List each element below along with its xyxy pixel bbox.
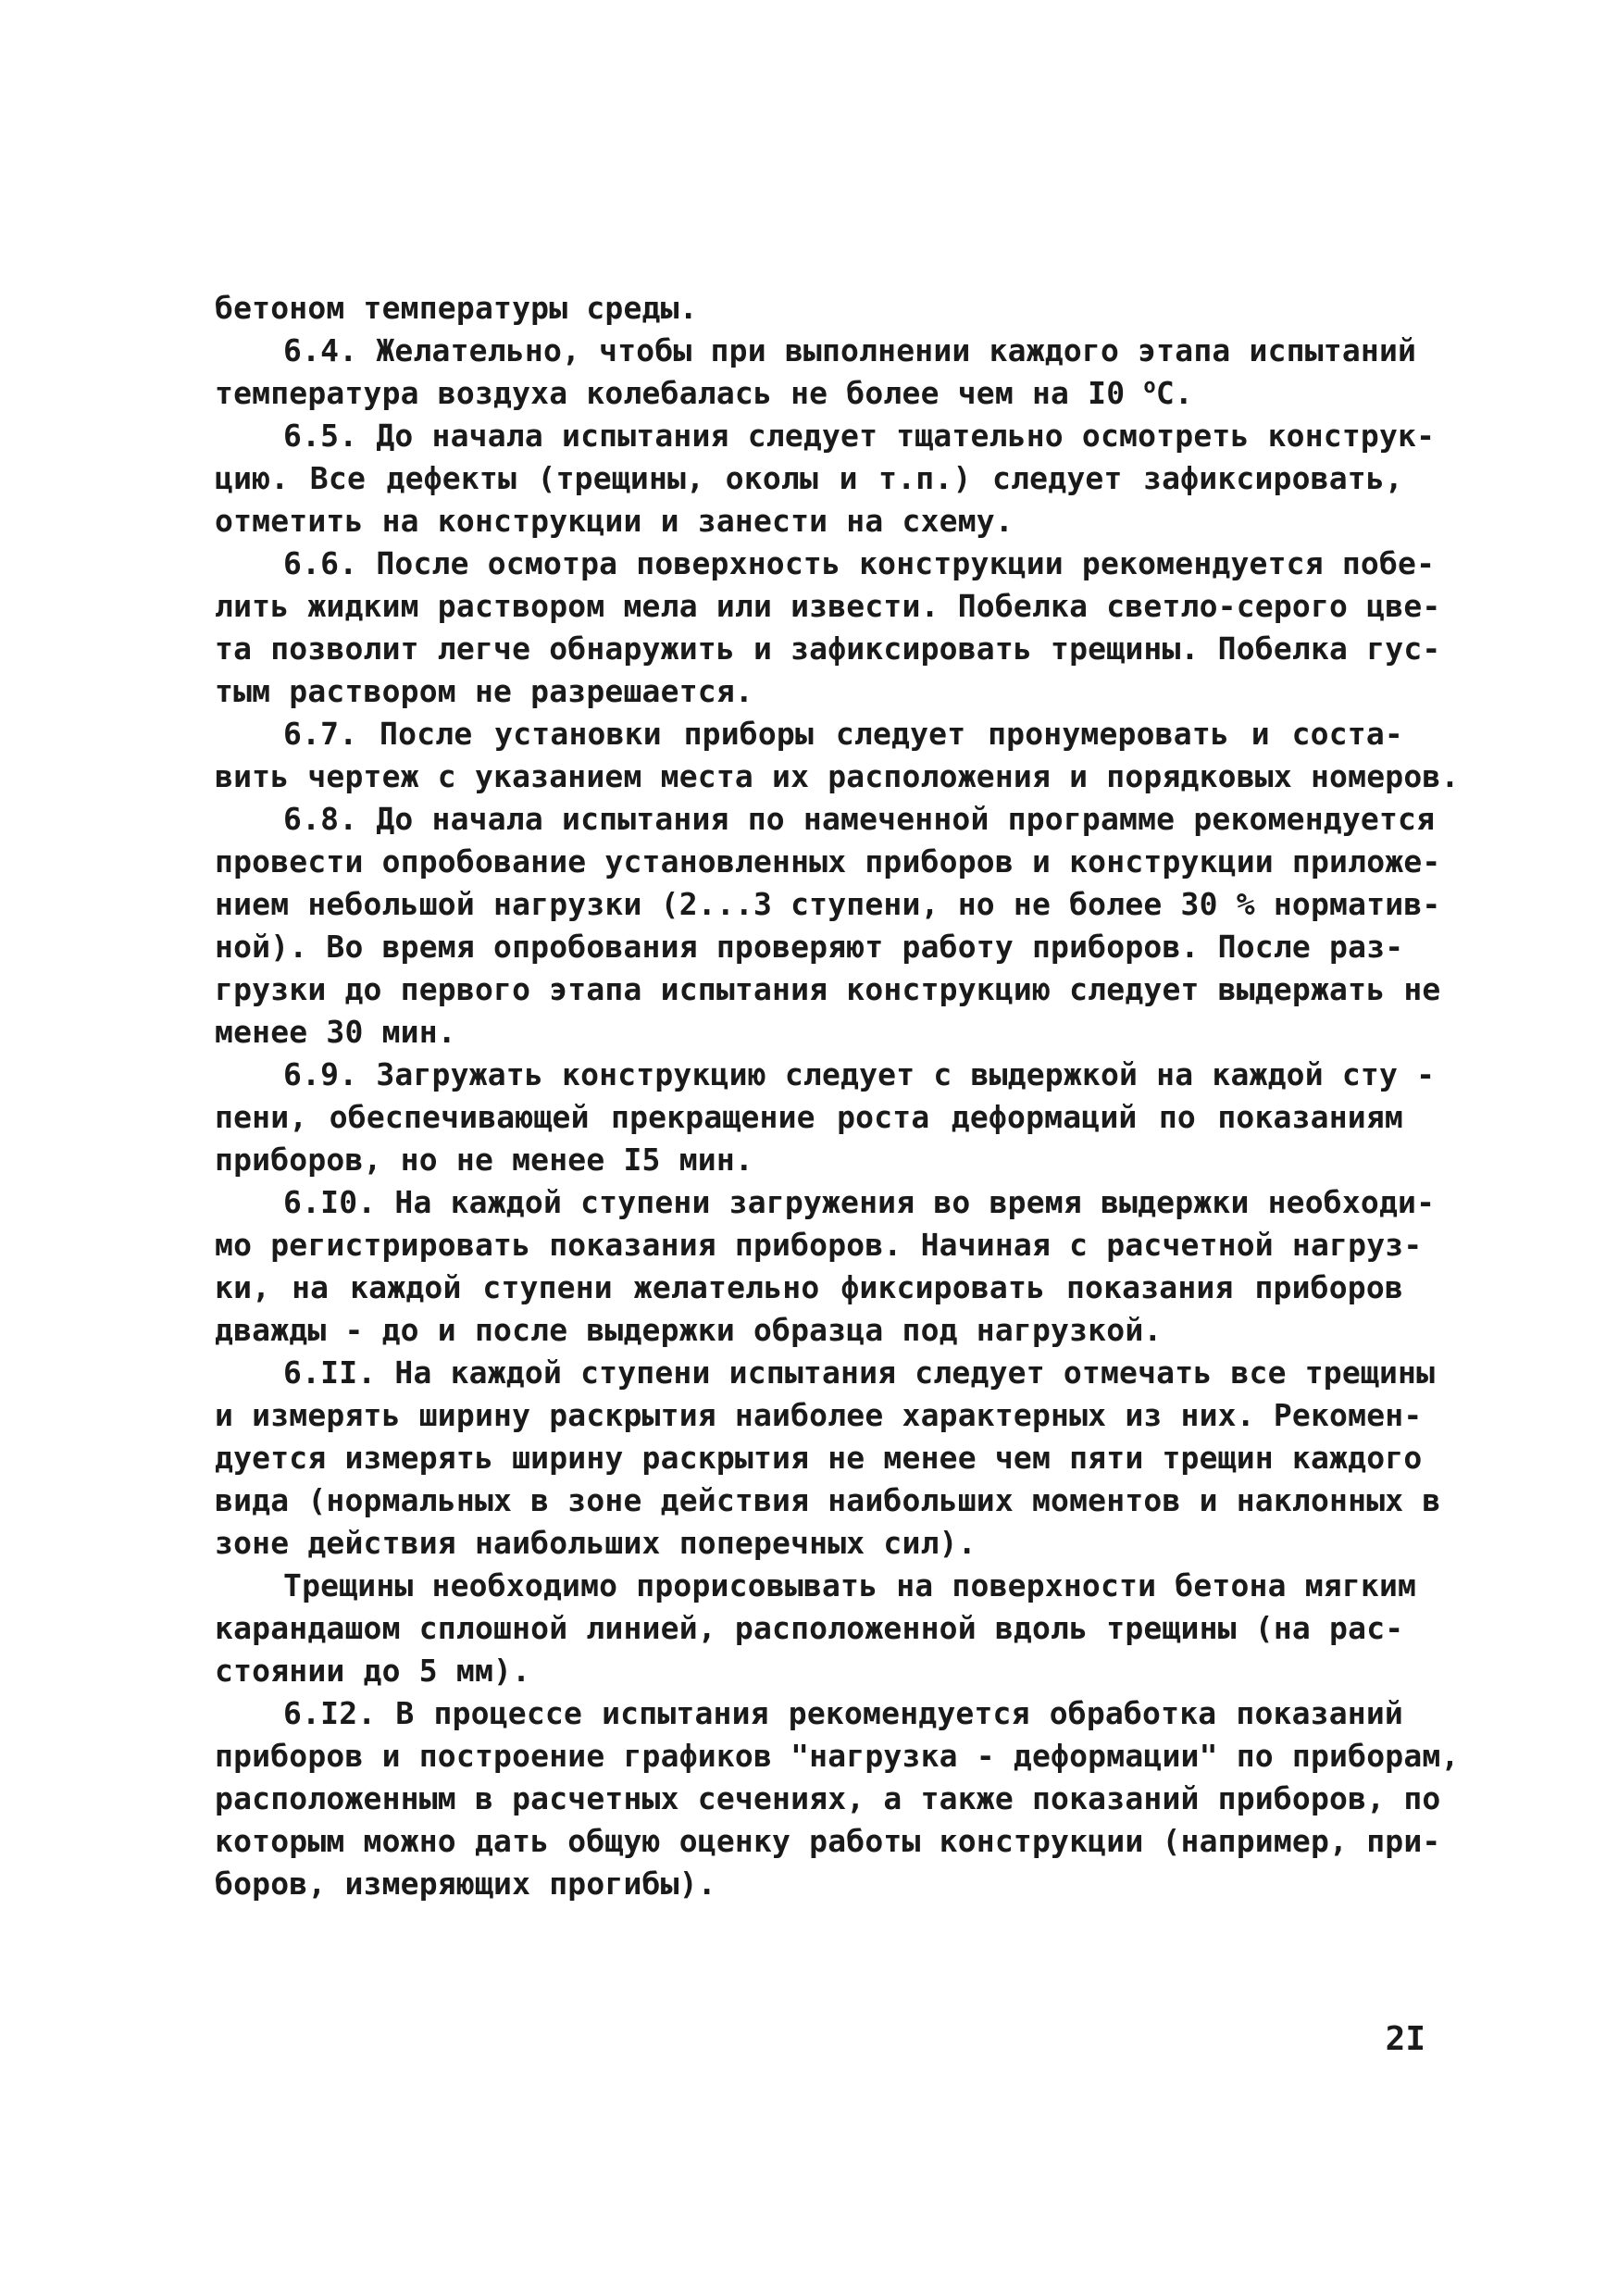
text-line: мо регистрировать показания приборов. Начиная с расчетной нагруз- xyxy=(215,1227,1423,1263)
text-span: С. xyxy=(1155,375,1193,411)
text-line: отметить на конструкции и занести на схему. xyxy=(215,503,1014,539)
paragraph-6-6: 6.6. После осмотра поверхность конструкции рекомендуется побе- xyxy=(283,545,1436,581)
text-line xyxy=(215,372,1403,415)
text-line: зоне действия наибольших поперечных сил). xyxy=(215,1525,977,1561)
text-line: ки, на каждой ступени желательно фиксировать показания приборов xyxy=(215,1269,1403,1305)
text-line: и измерять ширину раскрытия наиболее характерных из них. Рекомен- xyxy=(215,1397,1423,1433)
paragraph-6-8: 6.8. До начала испытания по намеченной программе рекомендуется xyxy=(283,801,1436,837)
degree-sign: о xyxy=(1143,375,1156,398)
text-line: стоянии до 5 мм). xyxy=(215,1653,531,1689)
text-line: карандашом сплошной линией, расположенной вдоль трещины (на рас- xyxy=(215,1610,1404,1646)
paragraph-6-7: 6.7. После установки приборы следует пронумеровать и соста- xyxy=(283,716,1403,752)
text-line: приборов и построение графиков "нагрузка - деформации" по приборам, xyxy=(215,1738,1460,1774)
paragraph-cracks: Трещины необходимо прорисовывать на поверхности бетона мягким xyxy=(283,1567,1417,1603)
paragraph-6-10: 6.I0. На каждой ступени загружения во время выдержки необходи- xyxy=(283,1184,1436,1220)
text-line: ной). Во время опробования проверяют работу приборов. После раз- xyxy=(215,929,1404,965)
text-line: дважды - до и после выдержки образца под нагрузкой. xyxy=(215,1312,1163,1348)
text-line: цию. Все дефекты (трещины, околы и т.п.) следует зафиксировать, xyxy=(215,460,1403,496)
text-line: пени, обеспечивающей прекращение роста деформаций по показаниям xyxy=(215,1099,1403,1135)
text-line: та позволит легче обнаружить и зафиксировать трещины. Побелка гус- xyxy=(215,630,1441,667)
page-number: 2I xyxy=(1385,2020,1425,2058)
text-line: которым можно дать общую оценку работы конструкции (например, при- xyxy=(215,1823,1441,1859)
text-line: боров, измеряющих прогибы). xyxy=(215,1866,716,1902)
paragraph-6-12: 6.I2. В процессе испытания рекомендуется обработка показаний xyxy=(283,1695,1403,1731)
text-line: вида (нормальных в зоне действия наибольших моментов и наклонных в xyxy=(215,1482,1441,1518)
paragraph-6-9: 6.9. Загружать конструкцию следует с выдержкой на каждой сту - xyxy=(283,1056,1436,1092)
text-span: температура воздуха колебалась не более чем на I0 xyxy=(215,375,1144,411)
paragraph-6-4: 6.4. Желательно, чтобы при выполнении каждого этапа испытаний xyxy=(283,332,1417,368)
paragraph-6-11: 6.II. На каждой ступени испытания следует отмечать все трещины xyxy=(283,1354,1436,1391)
text-line: провести опробование установленных приборов и конструкции приложе- xyxy=(215,843,1441,880)
text-line: грузки до первого этапа испытания конструкцию следует выдержать не xyxy=(215,971,1441,1007)
text-line: бетоном температуры среды. xyxy=(215,290,698,326)
text-line: тым раствором не разрешается. xyxy=(215,673,753,709)
text-line: дуется измерять ширину раскрытия не менее чем пяти трещин каждого xyxy=(215,1440,1423,1476)
text-line: нием небольшой нагрузки (2...3 ступени, но не более 30 % норматив- xyxy=(215,886,1441,922)
text-line: приборов, но не менее I5 мин. xyxy=(215,1142,753,1178)
text-line: вить чертеж с указанием места их расположения и порядковых номеров. xyxy=(215,758,1460,794)
text-line: менее 30 мин. xyxy=(215,1014,456,1050)
paragraph-6-5: 6.5. До начала испытания следует тщательно осмотреть конструк- xyxy=(283,418,1436,454)
text-line: расположенным в расчетных сечениях, а также показаний приборов, по xyxy=(215,1780,1441,1816)
text-line: лить жидким раствором мела или извести. Побелка светло-серого цве- xyxy=(215,588,1441,624)
